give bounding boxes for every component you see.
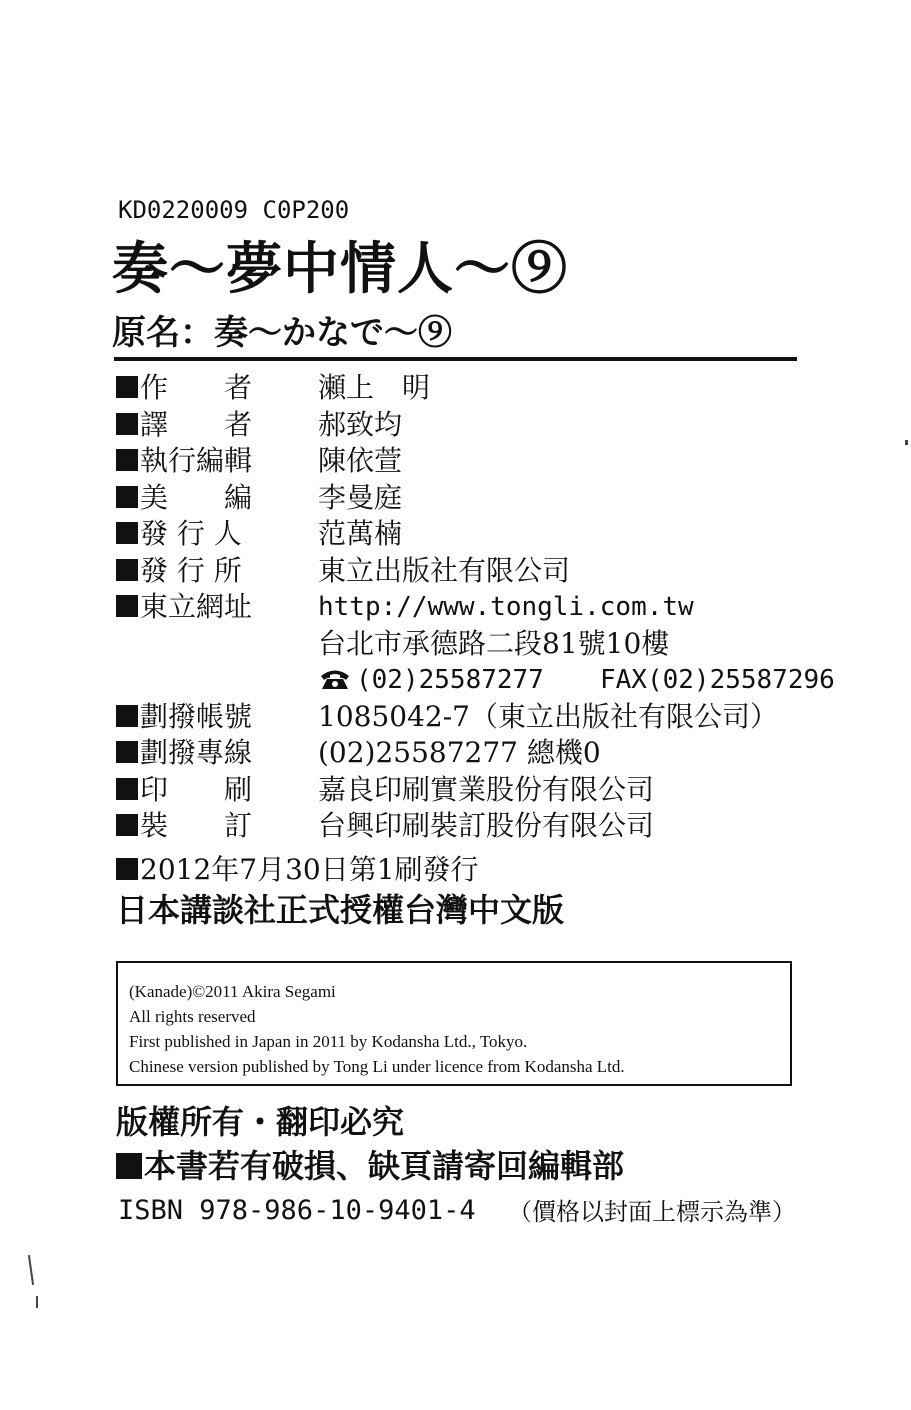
credit-label: 印 刷 bbox=[140, 772, 253, 806]
credit-value: 陳依萱 bbox=[318, 444, 403, 477]
black-square-icon bbox=[116, 522, 138, 544]
black-square-icon bbox=[116, 858, 138, 880]
price-note: （價格以封面上標示為準） bbox=[508, 1198, 796, 1226]
catalog-code: KD0220009 C0P200 bbox=[118, 196, 350, 224]
isbn: ISBN 978-986-10-9401-4 bbox=[118, 1195, 476, 1226]
credit-label: 裝 訂 bbox=[140, 809, 253, 842]
credit-row-translator bbox=[116, 407, 836, 444]
damage-notice bbox=[116, 1146, 624, 1186]
black-square-icon bbox=[116, 559, 138, 581]
credits-list bbox=[116, 370, 836, 845]
copyright-line: First published in Japan in 2011 by Kodansha Ltd., Tokyo. bbox=[129, 1032, 528, 1051]
phone-number: (02)25587277 bbox=[356, 665, 544, 695]
rights-notice: 版權所有・翻印必究 bbox=[116, 1103, 405, 1141]
credit-row-designer bbox=[116, 480, 836, 517]
credit-value: 東立出版社有限公司 bbox=[318, 553, 571, 587]
credit-label: 作 者 bbox=[140, 371, 253, 404]
black-square-icon bbox=[116, 741, 138, 763]
credit-value: 嘉良印刷實業股份有限公司 bbox=[318, 772, 655, 806]
credit-label: 譯 者 bbox=[140, 407, 253, 441]
copyright-box bbox=[116, 961, 792, 1086]
print-date bbox=[116, 852, 479, 888]
credit-value: 范萬楠 bbox=[318, 517, 403, 550]
credit-label: 東立網址 bbox=[140, 590, 253, 623]
credit-row-hotline bbox=[116, 735, 836, 772]
credit-row-author bbox=[116, 370, 836, 407]
credit-value: 台興印刷裝訂股份有限公司 bbox=[318, 809, 655, 842]
damage-notice-text: 本書若有破損、缺頁請寄回編輯部 bbox=[144, 1147, 625, 1185]
credit-label: 劃撥帳號 bbox=[140, 699, 253, 733]
credit-value: (02)25587277 總機0 bbox=[318, 736, 601, 769]
book-title: 奏～夢中情人～⑨ bbox=[112, 236, 568, 302]
credit-label: 執行編輯 bbox=[140, 444, 253, 477]
black-square-icon bbox=[116, 1153, 142, 1179]
copyright-line: Chinese version published by Tong Li under licence from Kodansha Ltd. bbox=[129, 1057, 625, 1076]
scan-speck bbox=[28, 1255, 34, 1285]
black-square-icon bbox=[116, 449, 138, 471]
credit-value: 1085042-7（東立出版社有限公司） bbox=[318, 699, 778, 733]
black-square-icon bbox=[116, 595, 138, 617]
credit-row-account bbox=[116, 699, 836, 736]
address-row bbox=[116, 626, 836, 663]
license-statement: 日本講談社正式授權台灣中文版 bbox=[116, 891, 565, 929]
website-url: http://www.tongli.com.tw bbox=[318, 592, 694, 622]
black-square-icon bbox=[116, 413, 138, 435]
copyright-line: All rights reserved bbox=[129, 1007, 256, 1026]
black-square-icon bbox=[116, 705, 138, 727]
black-square-icon bbox=[116, 778, 138, 800]
credit-row-website bbox=[116, 589, 836, 626]
credit-value: 郝致均 bbox=[318, 407, 403, 441]
credit-row-printer bbox=[116, 772, 836, 809]
address-text: 台北市承德路二段81號10樓 bbox=[318, 626, 670, 660]
fax-number: FAX(02)25587296 bbox=[600, 665, 835, 695]
print-date-text: 2012年7月30日第1刷發行 bbox=[140, 853, 479, 886]
copyright-line: (Kanade)©2011 Akira Segami bbox=[129, 982, 336, 1001]
original-title: 原名：奏～かなで～⑨ bbox=[112, 313, 452, 353]
credit-row-publishing-house bbox=[116, 553, 836, 590]
black-square-icon bbox=[116, 376, 138, 398]
credit-row-publisher bbox=[116, 516, 836, 553]
title-divider bbox=[114, 357, 797, 361]
credit-label: 劃撥專線 bbox=[140, 736, 253, 769]
credit-row-binder bbox=[116, 808, 836, 845]
phone-row bbox=[116, 662, 836, 699]
scan-speck bbox=[905, 440, 908, 445]
credit-value: 李曼庭 bbox=[318, 480, 403, 514]
black-square-icon bbox=[116, 814, 138, 836]
credit-label: 美 編 bbox=[140, 480, 253, 514]
credit-row-editor bbox=[116, 443, 836, 480]
credit-label: 發 行 所 bbox=[140, 553, 242, 587]
black-square-icon bbox=[116, 486, 138, 508]
scan-speck bbox=[36, 1296, 38, 1308]
credit-label: 發 行 人 bbox=[140, 517, 242, 550]
telephone-icon bbox=[318, 665, 352, 689]
credit-value: 瀬上 明 bbox=[318, 371, 431, 404]
